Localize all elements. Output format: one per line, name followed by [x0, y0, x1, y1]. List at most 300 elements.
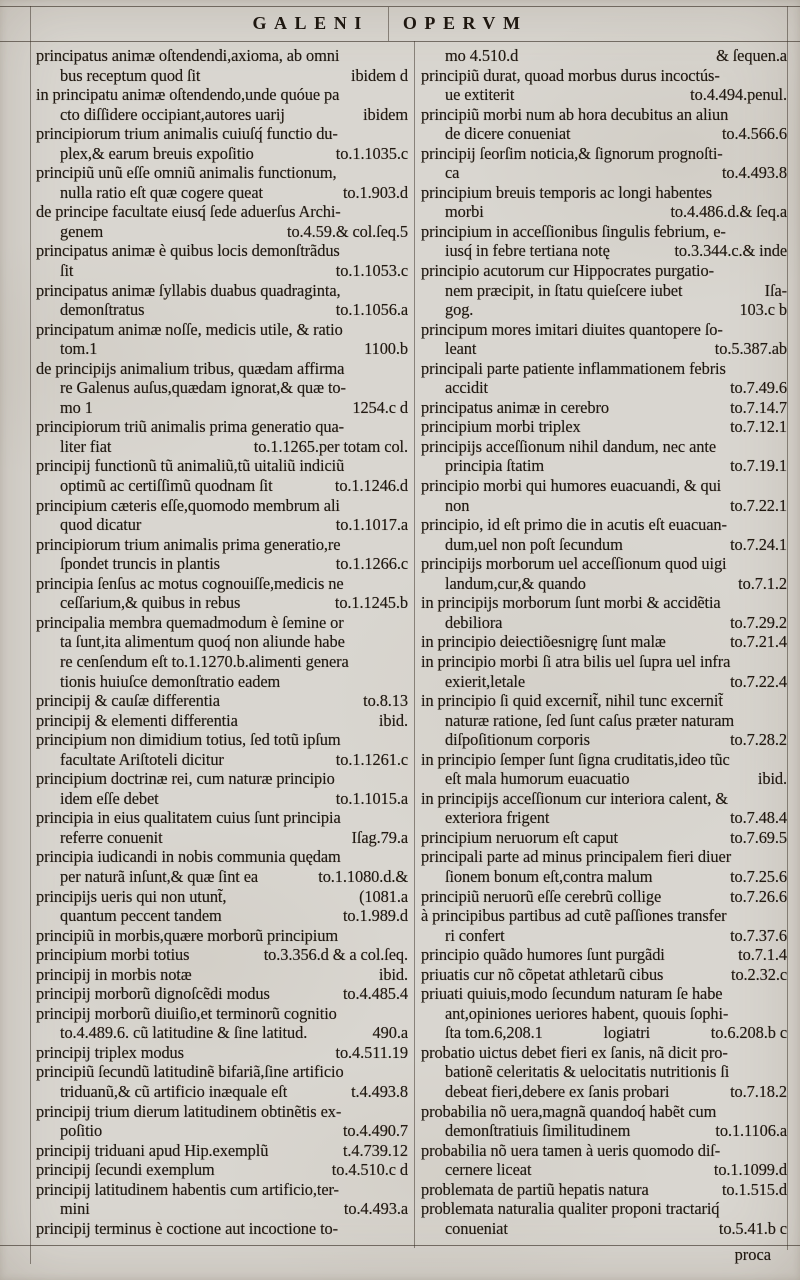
entry-text: ca [445, 163, 460, 183]
index-entry-line [421, 456, 787, 476]
entry-text: dum,uel non poſt ſecundum [445, 534, 623, 554]
entry-text: debeat fieri,debere ex ſanis probari [445, 1081, 670, 1101]
index-entry-line [421, 417, 787, 437]
index-entry-line [421, 789, 787, 809]
index-entry-line [421, 163, 787, 183]
entry-text: ta ſunt,ita alimentum quoq́ non aliunde habe [60, 632, 345, 652]
entry-text: debiliora [445, 612, 503, 632]
index-entry-line [421, 1219, 787, 1239]
entry-ref: to.4.490.7 [342, 1121, 408, 1141]
index-entry-line [421, 46, 787, 66]
entry-ref: to.5.41.b c [718, 1218, 787, 1238]
entry-text: principij in morbis notæ [36, 964, 192, 984]
entry-text: principij morborũ diuiſio,et terminorũ cognitio [36, 1003, 337, 1023]
entry-ref: to.8.13 [363, 691, 408, 711]
index-entry-line [421, 222, 787, 242]
entry-text: per naturã inſunt,& quæ ſint ea [60, 866, 259, 886]
entry-text: à principibus partibus ad cutẽ paſſiones transfer [421, 906, 727, 926]
index-entry-line [421, 730, 787, 750]
index-entry-line [421, 672, 787, 692]
entry-text: poſitio [60, 1121, 103, 1141]
header-word-opervm: OPERVM [402, 13, 528, 33]
entry-text: mini [60, 1199, 90, 1219]
index-entry-line [421, 1023, 787, 1043]
entry-text: eſt mala humorum euacuatio [445, 769, 630, 789]
entry-ref: to.7.69.5 [730, 827, 787, 847]
entry-text: principatus animæ oſtendendi,axioma, ab omni [36, 46, 340, 65]
entry-text: principiũ ſecundũ latitudinẽ bifariã,ſine artificio [36, 1062, 344, 1082]
entry-text: principij morborũ dignoſcẽdi modus [36, 984, 270, 1004]
index-entry-line [421, 1199, 787, 1219]
entry-ref: 1100.b [364, 339, 408, 359]
index-entry-line [36, 808, 408, 828]
entry-ref: t.4.493.8 [351, 1081, 408, 1101]
index-entry-line [421, 1180, 787, 1200]
index-entry-line [36, 105, 408, 125]
index-entry-line [421, 1043, 787, 1063]
entry-text: quantum peccent tandem [60, 906, 222, 926]
entry-text: priuatis cur nõ cõpetat athletarũ cibus [421, 964, 664, 984]
entry-text: principali parte patiente inflammationem febris [421, 358, 726, 378]
index-entry-line [421, 437, 787, 457]
entry-text: facultate Ariſtoteli dicitur [60, 749, 224, 769]
entry-ref: to.1.1099.d [713, 1160, 787, 1180]
entry-text: bationẽ celeritatis & uelocitatis nutritionis ſi [445, 1062, 730, 1082]
entry-text: mo 1 [60, 397, 93, 417]
index-entry-line [36, 1062, 408, 1082]
entry-ref: to.1.989.d [342, 906, 408, 926]
index-entry-line [421, 1102, 787, 1122]
index-entry-line [421, 1141, 787, 1161]
entry-text: demonſtratus [60, 300, 145, 320]
entry-text: principium in acceſſionibus ſingulis febrium, e- [421, 221, 726, 241]
index-entry-line [36, 1023, 408, 1043]
index-entry-line [36, 124, 408, 144]
index-entry-line [421, 828, 787, 848]
index-entry-line [36, 320, 408, 340]
entry-text: leant [445, 339, 477, 359]
index-entry-line [36, 241, 408, 261]
index-entry-line [36, 339, 408, 359]
index-entry-line [421, 1062, 787, 1082]
index-entry-line [421, 711, 787, 731]
entry-text: principium neruorum eſt caput [421, 827, 618, 847]
entry-text: ſta tom.6,208.1 [445, 1023, 543, 1043]
entry-ref: ibidem [363, 104, 408, 124]
entry-ref: to.1.1080.d.& [318, 866, 408, 886]
header-word-galeni: GALENI [252, 13, 369, 33]
index-entry-line [36, 613, 408, 633]
entry-text: gog. [445, 300, 474, 320]
index-entry-line [36, 202, 408, 222]
index-entry-line [421, 1082, 787, 1102]
index-entry-line [36, 1141, 408, 1161]
index-entry-line [36, 163, 408, 183]
entry-ref: to.7.28.2 [730, 730, 787, 750]
entry-text: iusq́ in febre tertiana notę [445, 241, 610, 261]
entry-text: principio, id eſt primo die in acutis eſt euacuan- [421, 515, 727, 535]
entry-text: nulla ratio eſt quæ cogere queat [60, 182, 263, 202]
index-entry-line [421, 652, 787, 672]
index-entry-line [421, 906, 787, 926]
index-entry-line [36, 300, 408, 320]
entry-text: principali parte ad minus principalem fieri diuer [421, 847, 732, 867]
index-entry-line [421, 632, 787, 652]
entry-ref: to.4.494.penul. [690, 85, 787, 105]
entry-ref: to.4.566.6 [721, 124, 787, 144]
entry-text: liter fiat [60, 436, 112, 456]
entry-text: principijs acceſſionum nihil dandum, nec ante [421, 436, 716, 456]
index-entry-line [36, 1043, 408, 1063]
entry-ref: to.7.48.4 [730, 808, 787, 828]
entry-text: ceſſarium,& quibus in rebus [60, 593, 241, 613]
entry-text: mo 4.510.d [445, 46, 519, 65]
index-entry-line [421, 261, 787, 281]
index-entry-line [421, 300, 787, 320]
index-entry-line [36, 730, 408, 750]
entry-ref: to.1.1245.b [334, 593, 408, 613]
header-divider-rule [388, 7, 389, 41]
entry-ref: to.7.26.6 [730, 886, 787, 906]
left-margin-rule [30, 6, 31, 1264]
index-entry-line [421, 887, 787, 907]
index-entry-line [36, 456, 408, 476]
index-entry-line [421, 1160, 787, 1180]
index-entry-line [36, 183, 408, 203]
entry-text: ri confert [445, 925, 505, 945]
entry-text: ant,opiniones ueriores habent, quouis ſophi- [445, 1003, 729, 1023]
entry-text: principij trium dierum latitudinem obtinẽtis ex- [36, 1101, 342, 1121]
index-entry-line [36, 632, 408, 652]
index-entry-line [421, 105, 787, 125]
entry-ref: to.3.356.d & a col.ſeq. [263, 945, 408, 965]
index-entry-line [36, 847, 408, 867]
entry-text: to.4.489.6. cũ latitudine & ſine latitud. [60, 1023, 308, 1043]
entry-text: principia in eius qualitatem cuius ſunt principia [36, 808, 341, 828]
index-entry-line [421, 926, 787, 946]
entry-text: in principijs acceſſionum cur interiora calent, & [421, 788, 728, 808]
index-entry-line [421, 750, 787, 770]
index-entry-line [421, 613, 787, 633]
entry-ref: to.4.510.c d [331, 1160, 408, 1180]
entry-ref: to.1.1246.d [334, 476, 408, 496]
entry-text: de dicere conueniat [445, 124, 571, 144]
entry-text: principium morbi triplex [421, 417, 581, 437]
entry-text: problemata de partiũ hepatis natura [421, 1179, 649, 1199]
index-entry-line [36, 496, 408, 516]
index-entry-line [36, 261, 408, 281]
entry-text: principij & elementi differentia [36, 710, 238, 730]
index-entry-line [36, 574, 408, 594]
index-entry-line [421, 984, 787, 1004]
index-entry-line [36, 1160, 408, 1180]
index-entry-line [36, 828, 408, 848]
index-entry-line [36, 398, 408, 418]
index-entry-line [421, 515, 787, 535]
entry-text: de principe facultate eiusq́ ſede aduerſus Archi- [36, 202, 341, 222]
entry-text: principij triplex modus [36, 1042, 184, 1062]
index-entry-line [36, 515, 408, 535]
entry-ref: to.1.1266.c [335, 554, 408, 574]
index-entry-line [421, 535, 787, 555]
entry-text: optimũ ac certiſſimũ quodnam ſit [60, 476, 273, 496]
index-entry-line [36, 378, 408, 398]
entry-text: principij ſeorſim noticia,& ſignorum prognoſti- [421, 143, 723, 163]
entry-text: principiũ neruorũ eſſe cerebrũ collige [421, 886, 662, 906]
entry-ref: to.4.59.& col.ſeq.5 [286, 221, 408, 241]
entry-text: principij latitudinem habentis cum artificio,ter- [36, 1179, 339, 1199]
entry-ref: to.1.1035.c [335, 143, 408, 163]
index-entry-line [421, 769, 787, 789]
entry-ref: to.7.22.4 [730, 671, 787, 691]
entry-text: re Galenus auſus,quædam ignorat,& quæ to- [60, 378, 346, 398]
entry-text: principiorum trium animalis prima generatio,re [36, 534, 341, 554]
entry-ref: to.4.486.d.& ſeq.a [670, 202, 787, 222]
entry-text: principio acutorum cur Hippocrates purgatio- [421, 261, 714, 281]
entry-text: morbi [445, 202, 484, 222]
entry-text: non [445, 495, 470, 515]
entry-text: ſit [60, 261, 74, 281]
entry-text: problemata naturalia qualiter proponi tractariq́ [421, 1199, 720, 1219]
index-entry-line [421, 359, 787, 379]
index-entry-line [36, 593, 408, 613]
entry-ref: to.1.515.d [721, 1179, 787, 1199]
index-entry-line [36, 945, 408, 965]
entry-text: in principio ſi quid excernit̃, nihil tunc excernit̃ [421, 691, 723, 711]
index-entry-line [421, 183, 787, 203]
entry-ref: to.7.19.1 [730, 456, 787, 476]
entry-text: principium morbi totius [36, 945, 190, 965]
entry-ref: to.1.1017.a [335, 515, 408, 535]
entry-text: ue extiterit [445, 85, 515, 105]
entry-ref: to.7.1.4 [738, 945, 787, 965]
index-entry-line [36, 46, 408, 66]
entry-text: in principatu animæ oſtendendo,unde quóue pa [36, 85, 340, 105]
entry-ref: to.1.1056.a [335, 300, 408, 320]
index-entry-line [36, 789, 408, 809]
entry-text: principium non dimidium totius, ſed totũ ipſum [36, 730, 341, 750]
column-divider-rule [414, 41, 415, 1248]
index-entry-line [36, 85, 408, 105]
entry-text: principij functionũ tũ animaliũ,tũ uitaliũ indiciũ [36, 456, 345, 476]
entry-text: naturæ ratione, ſed ſunt caſus præter naturam [445, 710, 735, 730]
index-entry-line [421, 496, 787, 516]
entry-text: in principio deiectiõesnigrę ſunt malæ [421, 632, 666, 652]
entry-ref: 103.c b [739, 300, 787, 320]
entry-ref: to.7.24.1 [730, 534, 787, 554]
entry-ref: to.7.21.4 [730, 632, 787, 652]
entry-text: in principio ſemper ſunt ſigna cruditatis,ideo tũc [421, 749, 730, 769]
index-entry-line [36, 926, 408, 946]
entry-text: principia ſenſus ac motus cognouiſſe,medicis ne [36, 573, 344, 593]
entry-text: demonſtratiuis ſimilitudinem [445, 1121, 631, 1141]
right-column [421, 46, 787, 1238]
entry-text: principatus animæ in cerebro [421, 397, 609, 417]
index-entry-line [36, 1102, 408, 1122]
index-entry-line [36, 222, 408, 242]
entry-ref: to.6.208.b c [710, 1023, 787, 1043]
entry-ref: to.7.1.2 [738, 573, 787, 593]
entry-text: exierit,letale [445, 671, 526, 691]
entry-text: exteriora frigent [445, 808, 550, 828]
entry-text: landum,cur,& quando [445, 573, 586, 593]
index-entry-line [36, 672, 408, 692]
entry-text: principiorum trium animalis cuiuſq́ functio du- [36, 124, 338, 144]
index-entry-line [421, 241, 787, 261]
entry-text: de principijs animalium tribus, quædam affirma [36, 358, 345, 378]
index-entry-line [421, 66, 787, 86]
entry-text: nem præcipit, in ſtatu quieſcere iubet [445, 280, 683, 300]
index-entry-line [421, 378, 787, 398]
index-entry-line [421, 320, 787, 340]
entry-text: principatus animæ ſyllabis duabus quadraginta, [36, 280, 341, 300]
entry-ref: ibidem d [350, 65, 408, 85]
index-entry-line [36, 652, 408, 672]
entry-ref: & ſequen.a [716, 46, 787, 65]
index-entry-line [421, 554, 787, 574]
entry-ref: to.7.14.7 [730, 397, 787, 417]
entry-ref: to.1.1261.c [335, 749, 408, 769]
index-entry-line [421, 144, 787, 164]
index-entry-line [36, 535, 408, 555]
index-entry-line [36, 1199, 408, 1219]
entry-ref: to.5.387.ab [714, 339, 787, 359]
entry-ref: to.1.1053.c [335, 261, 408, 281]
entry-text: principiũ unũ eſſe omniũ animalis functionum, [36, 163, 337, 183]
top-rule [0, 6, 800, 7]
entry-ref: to.1.1106.a [715, 1121, 787, 1141]
entry-ref: 1254.c d [352, 397, 408, 417]
entry-ref: to.7.49.6 [730, 378, 787, 398]
entry-text: principia ſtatim [445, 456, 544, 476]
index-entry-line [421, 339, 787, 359]
entry-text: quod dicatur [60, 515, 142, 535]
entry-text: principum mores imitari diuites quantopere ſo- [421, 319, 723, 339]
index-entry-line [421, 398, 787, 418]
entry-ref: to.1.903.d [342, 182, 408, 202]
index-entry-line [36, 554, 408, 574]
index-entry-line [36, 711, 408, 731]
index-entry-line [36, 769, 408, 789]
entry-text: tionis huiuſce demonſtratio eadem [60, 671, 281, 691]
entry-text: principijs morborum uel acceſſionum quod uigi [421, 554, 727, 574]
index-entry-line [36, 281, 408, 301]
entry-text: principijs ueris qui non utunt̃, [36, 886, 227, 906]
index-entry-line [421, 281, 787, 301]
entry-text: cto diſſidere occipiant,autores uarij [60, 104, 285, 124]
entry-ref: ibid. [378, 710, 408, 730]
index-entry-line [36, 1180, 408, 1200]
entry-text: probatio uictus debet fieri ex ſanis, nã dicit pro- [421, 1042, 728, 1062]
index-entry-line [421, 1004, 787, 1024]
index-entry-line [36, 867, 408, 887]
entry-text: principio morbi qui humores euacuandi, & qui [421, 476, 722, 496]
entry-ref: to.7.18.2 [730, 1081, 787, 1101]
entry-ref: Iſa- [764, 280, 787, 300]
index-entry-line [36, 984, 408, 1004]
entry-text: priuati quiuis,modo ſecundum naturam ſe habe [421, 984, 723, 1004]
entry-text: cernere liceat [445, 1160, 532, 1180]
index-entry-line [421, 965, 787, 985]
index-entry-line [36, 417, 408, 437]
index-entry-line [421, 867, 787, 887]
entry-text: conueniat [445, 1218, 508, 1238]
entry-ref: to.2.32.c [730, 964, 787, 984]
entry-ref: to.7.25.6 [730, 866, 787, 886]
index-entry-line [421, 202, 787, 222]
entry-text: probabilia nõ uera tamen à ueris quomodo diſ- [421, 1140, 721, 1160]
header-bottom-rule [0, 41, 800, 42]
index-entry-line [421, 574, 787, 594]
index-entry-line [36, 1121, 408, 1141]
entry-text: principium cæteris eſſe,quomodo membrum ali [36, 495, 340, 515]
index-entry-line [36, 437, 408, 457]
entry-text: principiũ morbi num ab hora decubitus an aliun [421, 104, 729, 124]
entry-text: principatum animæ noſſe, medicis utile, & ratio [36, 319, 343, 339]
index-entry-line [421, 945, 787, 965]
entry-text: principij triduani apud Hip.exemplũ [36, 1140, 269, 1160]
entry-text: tom.1 [60, 339, 98, 359]
entry-text: principium breuis temporis ac longi habentes [421, 182, 713, 202]
entry-text: principatus animæ è quibus locis demonſtrãdus [36, 241, 340, 261]
index-entry-line [36, 66, 408, 86]
entry-ref: to.7.37.6 [730, 925, 787, 945]
index-entry-line [36, 359, 408, 379]
entry-text: plex,& earum breuis expoſitio [60, 143, 254, 163]
entry-ref: to.7.12.1 [730, 417, 787, 437]
entry-mid: logiatri [603, 1023, 651, 1043]
entry-text: bus receptum quod ſit [60, 65, 201, 85]
entry-text: accidit [445, 378, 488, 398]
entry-text: in principijs morborum ſunt morbi & accidẽtia [421, 593, 721, 613]
entry-text: diſpoſitionum corporis [445, 730, 590, 750]
entry-text: principalia membra quemadmodum è ſemine or [36, 612, 344, 632]
index-entry-line [36, 965, 408, 985]
entry-text: principij terminus è coctione aut incoctione to- [36, 1218, 338, 1238]
entry-ref: to.4.485.4 [342, 984, 408, 1004]
entry-text: ſpondet truncis in plantis [60, 554, 220, 574]
index-entry-line [36, 887, 408, 907]
index-entry-line [36, 906, 408, 926]
entry-ref: to.1.1015.a [335, 788, 408, 808]
left-column [36, 46, 408, 1238]
index-entry-line [421, 476, 787, 496]
index-entry-line [36, 144, 408, 164]
entry-ref: to.4.493.a [343, 1199, 408, 1219]
entry-text: principia iudicandi in nobis communia quędam [36, 847, 341, 867]
entry-ref: to.7.22.1 [730, 495, 787, 515]
entry-ref: (1081.a [359, 886, 408, 906]
index-entry-line [36, 750, 408, 770]
index-entry-line [421, 85, 787, 105]
index-entry-line [36, 1082, 408, 1102]
entry-text: referre conuenit [60, 827, 163, 847]
entry-text: principij ſecundi exemplum [36, 1160, 215, 1180]
entry-text: principiũ durat, quoad morbus durus incoctús- [421, 65, 720, 85]
page-header [0, 13, 780, 34]
entry-text: idem eſſe debet [60, 788, 159, 808]
index-entry-line [421, 1121, 787, 1141]
index-entry-line [36, 1004, 408, 1024]
index-entry-line [36, 476, 408, 496]
entry-text: principium doctrinæ rei, cum naturæ principio [36, 769, 335, 789]
entry-text: principio quãdo humores ſunt purgãdi [421, 945, 665, 965]
index-entry-line [36, 691, 408, 711]
index-entry-line [36, 1219, 408, 1239]
index-entry-line [421, 124, 787, 144]
entry-text: in principio morbi ſi atra bilis uel ſupra uel infra [421, 651, 731, 671]
entry-ref: Iſag.79.a [351, 827, 408, 847]
